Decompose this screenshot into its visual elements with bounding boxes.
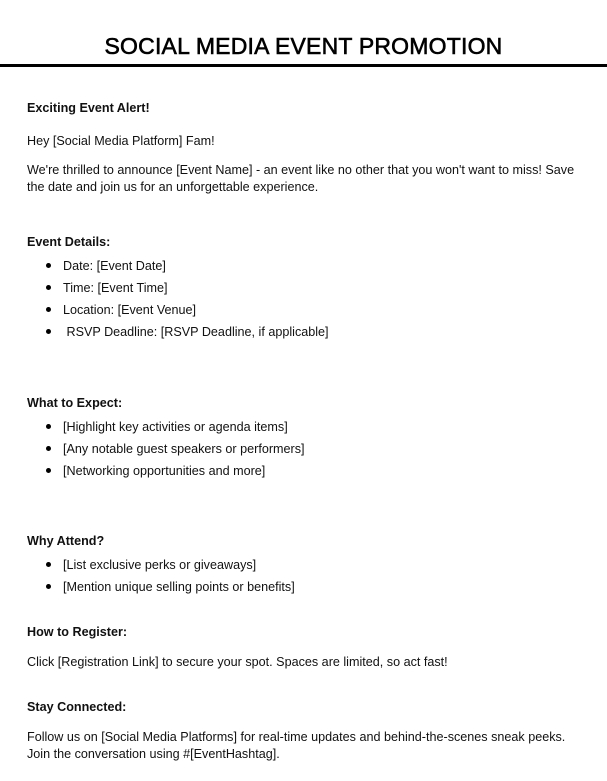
event-details-list: [27, 255, 587, 343]
why-attend-item: [List exclusive perks or giveaways]: [27, 554, 587, 576]
stay-connected-heading: Stay Connected:: [27, 700, 127, 714]
intro-heading: Exciting Event Alert!: [27, 101, 150, 115]
why-attend-list: [27, 554, 587, 598]
event-details-item: RSVP Deadline: [RSVP Deadline, if applicable]: [27, 321, 587, 343]
what-to-expect-list: [27, 416, 587, 482]
why-attend-heading: Why Attend?: [27, 534, 105, 548]
why-attend-item: [Mention unique selling points or benefits]: [27, 576, 587, 598]
how-to-register-heading: How to Register:: [27, 625, 128, 639]
event-details-item: Date: [Event Date]: [27, 255, 587, 277]
intro-greeting: Hey [Social Media Platform] Fam!: [27, 134, 215, 148]
document-body: [27, 100, 587, 763]
title-divider: [0, 64, 607, 67]
event-details-item: Time: [Event Time]: [27, 277, 587, 299]
what-to-expect-item: [Any notable guest speakers or performers]: [27, 438, 587, 460]
what-to-expect-item: [Highlight key activities or agenda items]: [27, 416, 587, 438]
stay-connected-body: Follow us on [Social Media Platforms] for real-time updates and behind-the-scenes sneak peeks. Join the conversation using #[EventHashtag].: [27, 730, 566, 761]
event-details-heading: Event Details:: [27, 235, 111, 249]
what-to-expect-heading: What to Expect:: [27, 396, 123, 410]
event-details-item: Location: [Event Venue]: [27, 299, 587, 321]
document-title: SOCIAL MEDIA EVENT PROMOTION: [104, 33, 503, 59]
intro-announcement: We're thrilled to announce [Event Name] - an event like no other that you won't want to miss! Save the date and join us for an unforgettable experience.: [27, 163, 575, 194]
how-to-register-body: Click [Registration Link] to secure your spot. Spaces are limited, so act fast!: [27, 655, 448, 669]
what-to-expect-item: [Networking opportunities and more]: [27, 460, 587, 482]
